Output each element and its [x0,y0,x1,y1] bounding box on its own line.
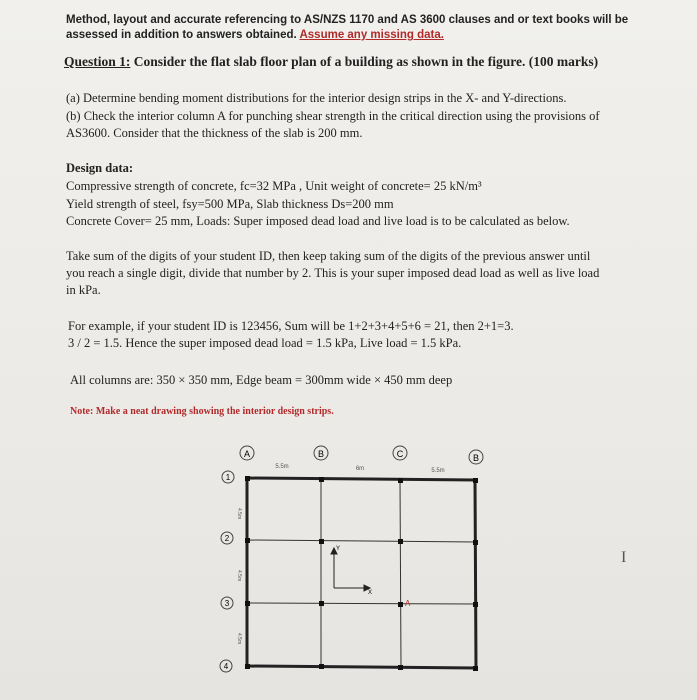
design-data-line-3: Concrete Cover= 25 mm, Loads: Super imposed dead load and live load is to be calculated as below. [66,214,570,228]
span-x-1: 5.5m [275,464,289,470]
axis-y-label: Y [336,546,341,552]
part-a: (a) Determine bending moment distributions for the interior design strips in the X- and Y-directions. [66,91,567,105]
svg-text:B: B [472,453,480,463]
instructions-line-3: in kPa. [66,283,101,297]
grid-bubble-3 [221,597,233,609]
design-data-line-2: Yield strength of steel, fsy=500 MPa, Slab thickness Ds=200 mm [66,197,394,211]
drawing-note: Note: Make a neat drawing showing the interior design strips. [70,406,334,417]
question-title: Question 1: Consider the flat slab floor plan of a building as shown in the figure. (100 marks) [64,54,599,69]
axis-x-label: X [368,590,373,596]
xy-axis-icon [331,548,370,591]
grid-bubble-2 [221,532,233,544]
instructions-line-2: you reach a single digit, divide that number by 2. This is your super imposed dead load as well as live load [66,266,600,280]
span-y-3: 4.5m [236,633,242,645]
example-line-1: For example, if your student ID is 123456, Sum will be 1+2+3+4+5+6 = 21, then 2+1=3. [68,319,514,333]
grid-bubble-1 [222,471,234,483]
grid-bubble-a [240,446,254,460]
grid-bubble-c [393,446,407,460]
grid-bubble-4 [220,660,232,672]
instructions-line-1: Take sum of the digits of your student ID, then keep taking sum of the digits of the previous answer until [66,249,591,263]
text-cursor-icon: I [621,549,627,566]
svg-text:A: A [243,449,251,459]
columns [245,476,478,671]
example-line-2: 3 / 2 = 1.5. Hence the super imposed dead load = 1.5 kPa, Live load = 1.5 kPa. [68,336,462,350]
columns-text: All columns are: 350 × 350 mm, Edge beam = 300mm wide × 450 mm deep [70,373,453,387]
column-a-label: A [405,599,411,608]
span-y-1: 4.5m [236,508,242,520]
span-y-2: 4.5m [236,570,242,582]
part-b-line-2: AS3600. Consider that the thickness of the slab is 200 mm. [66,126,363,140]
span-x-2: 6m [355,466,365,472]
svg-text:C: C [396,449,404,459]
header-line-1: Method, layout and accurate referencing to AS/NZS 1170 and AS 3600 clauses and or text books will be [66,14,629,26]
part-b-line-1: (b) Check the interior column A for punching shear strength in the critical direction using the provisions of [66,109,600,123]
svg-text:4: 4 [223,662,229,671]
grid-bubble-b-right [469,450,483,464]
design-data-line-1: Compressive strength of concrete, fc=32 MPa , Unit weight of concrete= 25 kN/m³ [66,179,482,193]
slab-outline [247,478,476,668]
design-data-heading: Design data: [66,161,134,175]
floor-plan-figure [210,440,510,690]
svg-text:2: 2 [224,534,230,543]
svg-text:1: 1 [225,473,231,482]
assume-missing-data-highlight: Assume any missing data. [299,29,444,41]
svg-text:3: 3 [224,599,230,608]
header-line-2: assessed in addition to answers obtained. Assume any missing data. [66,29,444,41]
span-x-3: 5.5m [431,468,445,474]
interior-grid-lines [247,478,476,667]
grid-bubble-b [314,446,328,460]
svg-text:B: B [317,449,325,459]
